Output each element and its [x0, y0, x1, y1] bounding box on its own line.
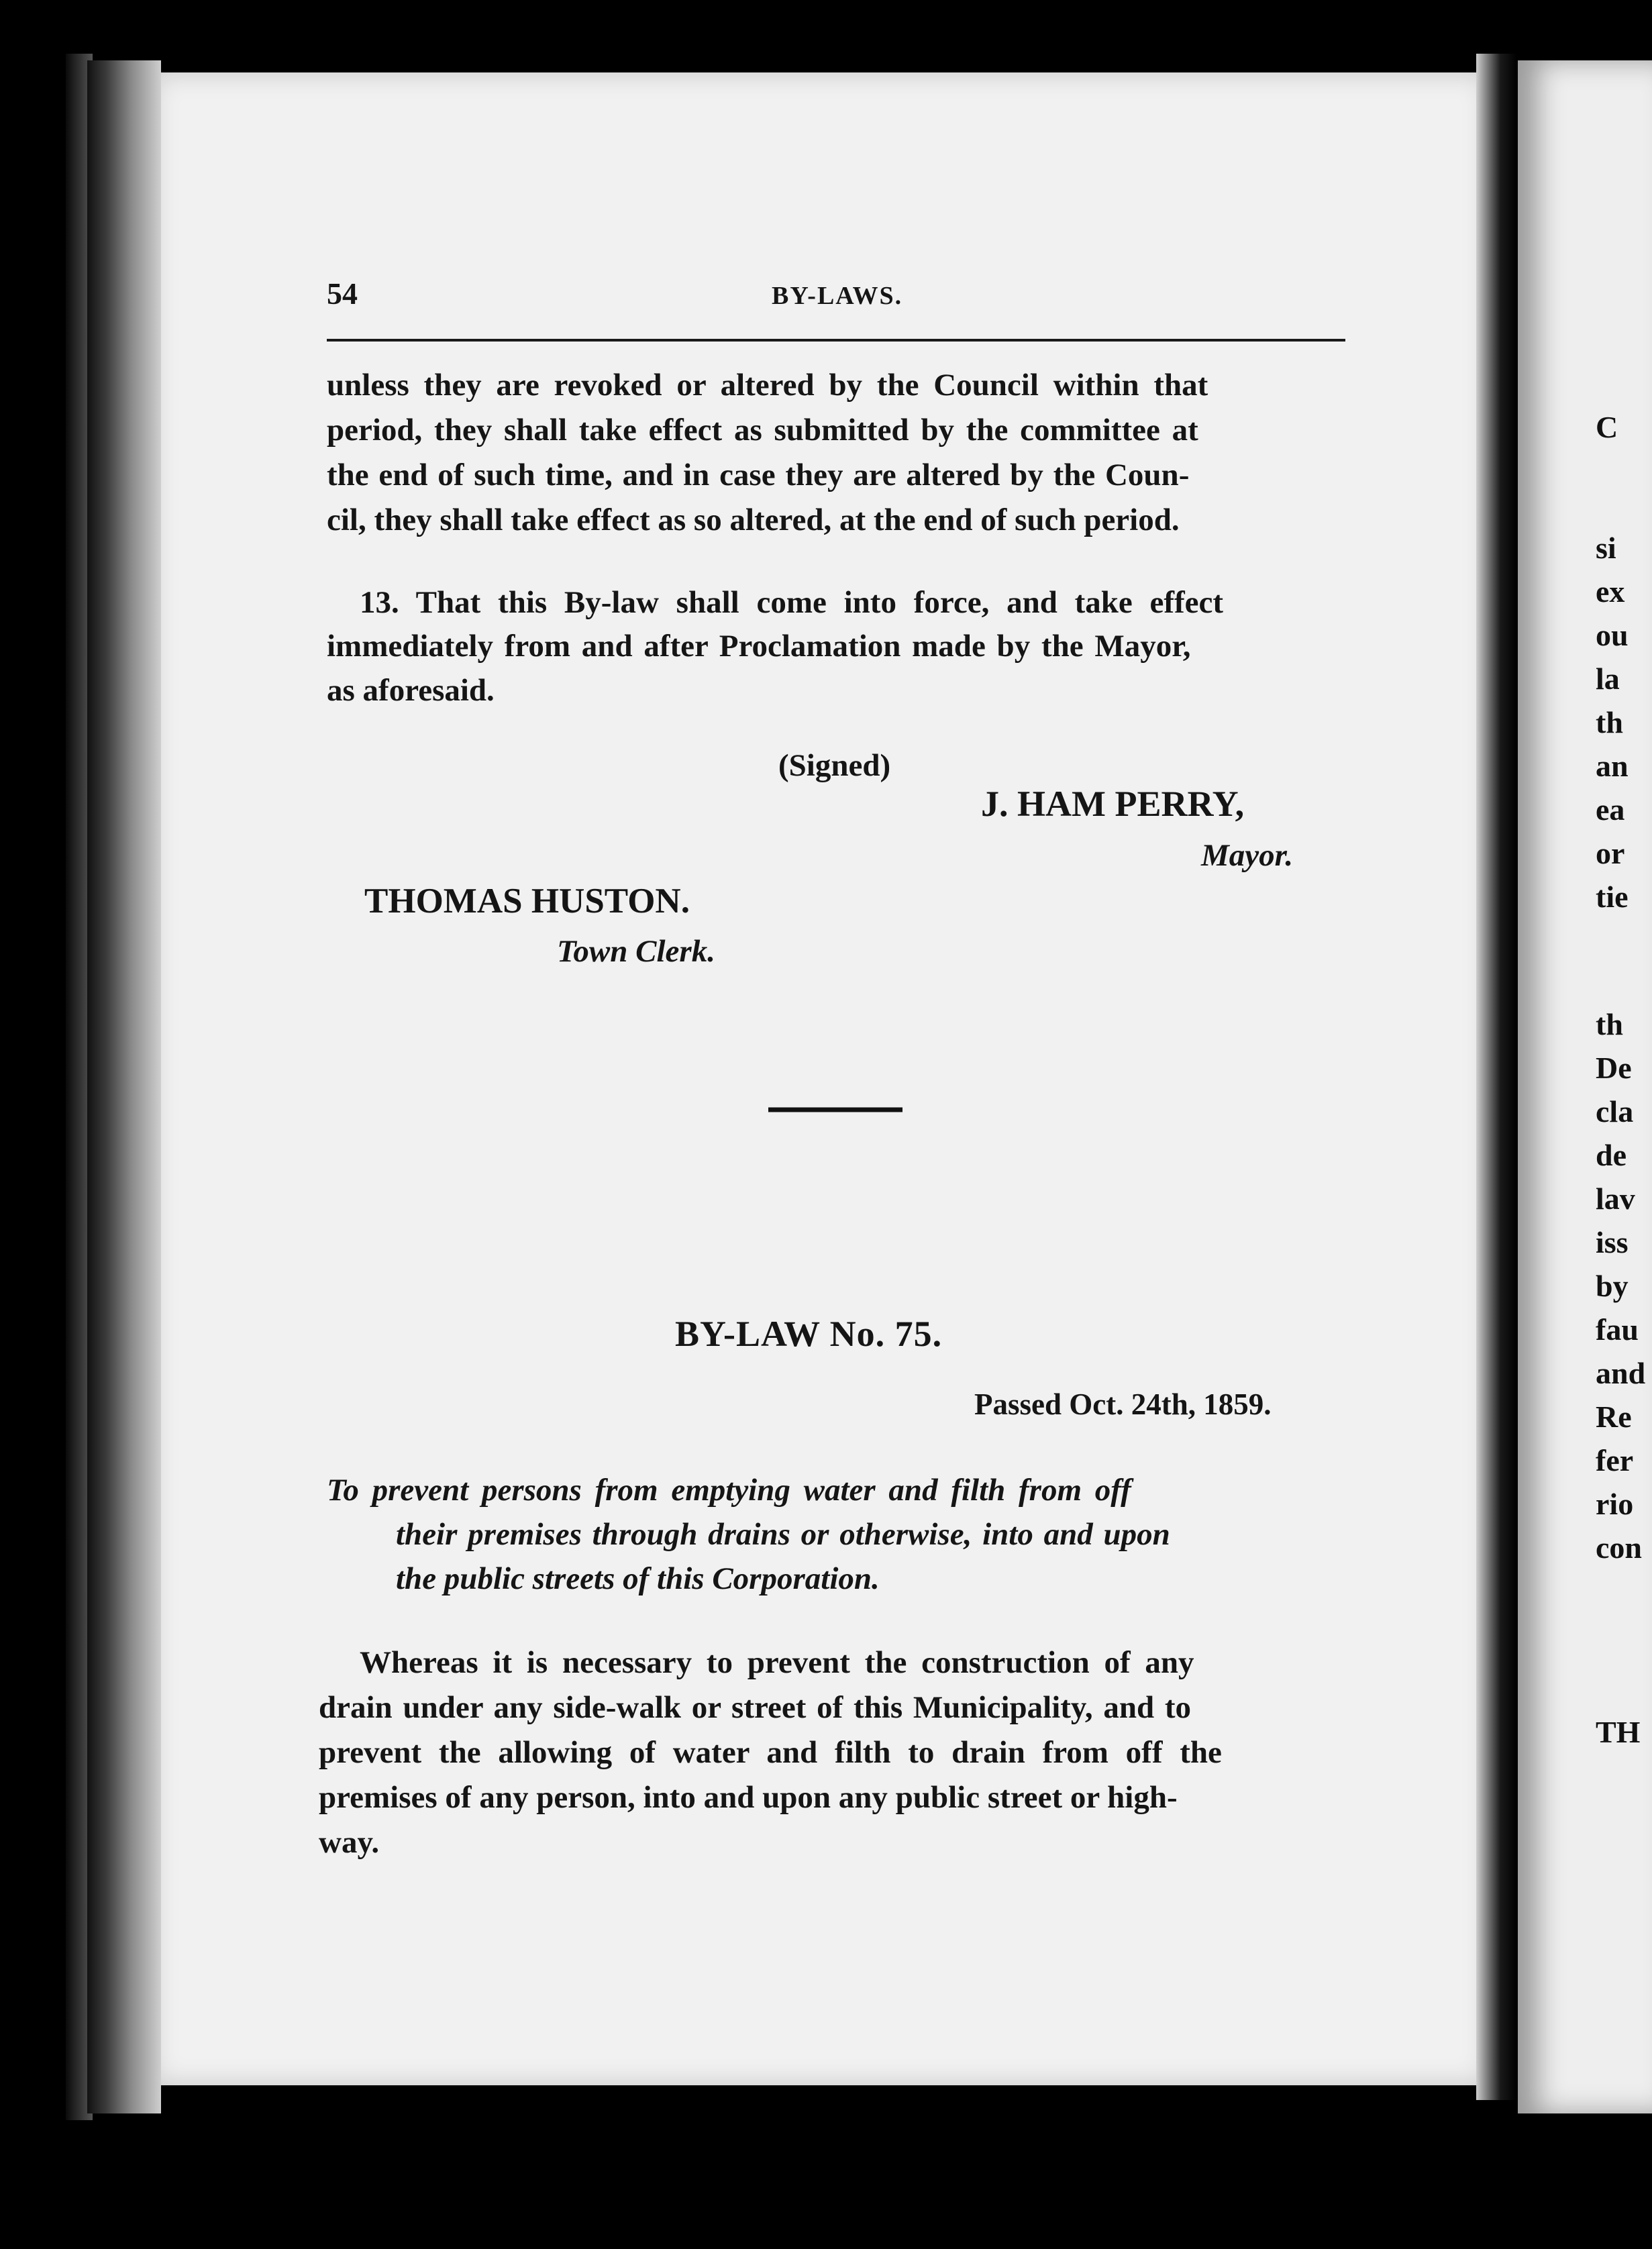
- fragment: de: [1596, 1138, 1627, 1172]
- header-rule: [327, 339, 1345, 342]
- fragment: an: [1596, 749, 1629, 783]
- fragment: rio: [1596, 1487, 1634, 1521]
- text-line: immediately from and after Proclamation made by the Mayor,: [327, 629, 1191, 664]
- fragment: C: [1596, 410, 1618, 444]
- book-spine: [87, 60, 161, 2113]
- text-line: drain under any side-walk or street of this Municipality, and to: [319, 1690, 1192, 1725]
- page-gutter: [1476, 54, 1516, 2100]
- fragment: th: [1596, 705, 1623, 739]
- fragment: fer: [1596, 1443, 1634, 1477]
- fragment: by: [1596, 1269, 1629, 1303]
- fragment: tie: [1596, 880, 1629, 914]
- text-line: cil, they shall take effect as so altered, at the end of such period.: [327, 503, 1180, 537]
- text-line: period, they shall take effect as submitted by the committee at: [327, 413, 1198, 448]
- text-line: To prevent persons from emptying water and filth from off: [327, 1473, 1131, 1508]
- fragment: cla: [1596, 1094, 1634, 1129]
- fragment: con: [1596, 1530, 1642, 1565]
- fragment: ou: [1596, 618, 1629, 652]
- text-line: way.: [319, 1825, 380, 1860]
- fragment: iss: [1596, 1225, 1629, 1259]
- mayor-name: J. HAM PERRY,: [981, 784, 1245, 824]
- fragment: and: [1596, 1356, 1646, 1390]
- fragment: Re: [1596, 1400, 1632, 1434]
- fragment: ea: [1596, 792, 1625, 827]
- section-divider: [768, 1107, 902, 1112]
- text-line: prevent the allowing of water and filth to drain from off the: [319, 1735, 1222, 1770]
- clerk-title: Town Clerk.: [557, 934, 715, 969]
- text-line: unless they are revoked or altered by the Council within that: [327, 368, 1208, 403]
- text-line: premises of any person, into and upon any public street or high-: [319, 1780, 1178, 1815]
- bylaw-title: BY-LAW No. 75.: [675, 1314, 943, 1354]
- text-line: as aforesaid.: [327, 673, 495, 708]
- facing-page-edge: [1518, 60, 1652, 2113]
- fragment: TH: [1596, 1715, 1641, 1749]
- fragment: De: [1596, 1051, 1632, 1085]
- text-line: the public streets of this Corporation.: [396, 1561, 880, 1596]
- mayor-title: Mayor.: [1201, 838, 1294, 873]
- text-line: the end of such time, and in case they are altered by the Coun-: [327, 458, 1190, 492]
- page-number: 54: [327, 276, 358, 311]
- fragment: or: [1596, 836, 1625, 870]
- clerk-name: THOMAS HUSTON.: [364, 882, 690, 921]
- fragment: la: [1596, 662, 1620, 696]
- fragment: fau: [1596, 1312, 1639, 1347]
- fragment: si: [1596, 531, 1616, 565]
- signed-label: (Signed): [778, 748, 891, 783]
- fragment: th: [1596, 1007, 1623, 1041]
- running-title: BY-LAWS.: [772, 282, 903, 310]
- text-line: 13. That this By-law shall come into force, and take effect: [360, 585, 1224, 620]
- text-line: Whereas it is necessary to prevent the construction of any: [360, 1645, 1194, 1680]
- text-line: their premises through drains or otherwise, into and upon: [396, 1517, 1170, 1552]
- fragment: lav: [1596, 1182, 1635, 1216]
- bylaw-passed-date: Passed Oct. 24th, 1859.: [974, 1388, 1272, 1421]
- fragment: ex: [1596, 574, 1625, 609]
